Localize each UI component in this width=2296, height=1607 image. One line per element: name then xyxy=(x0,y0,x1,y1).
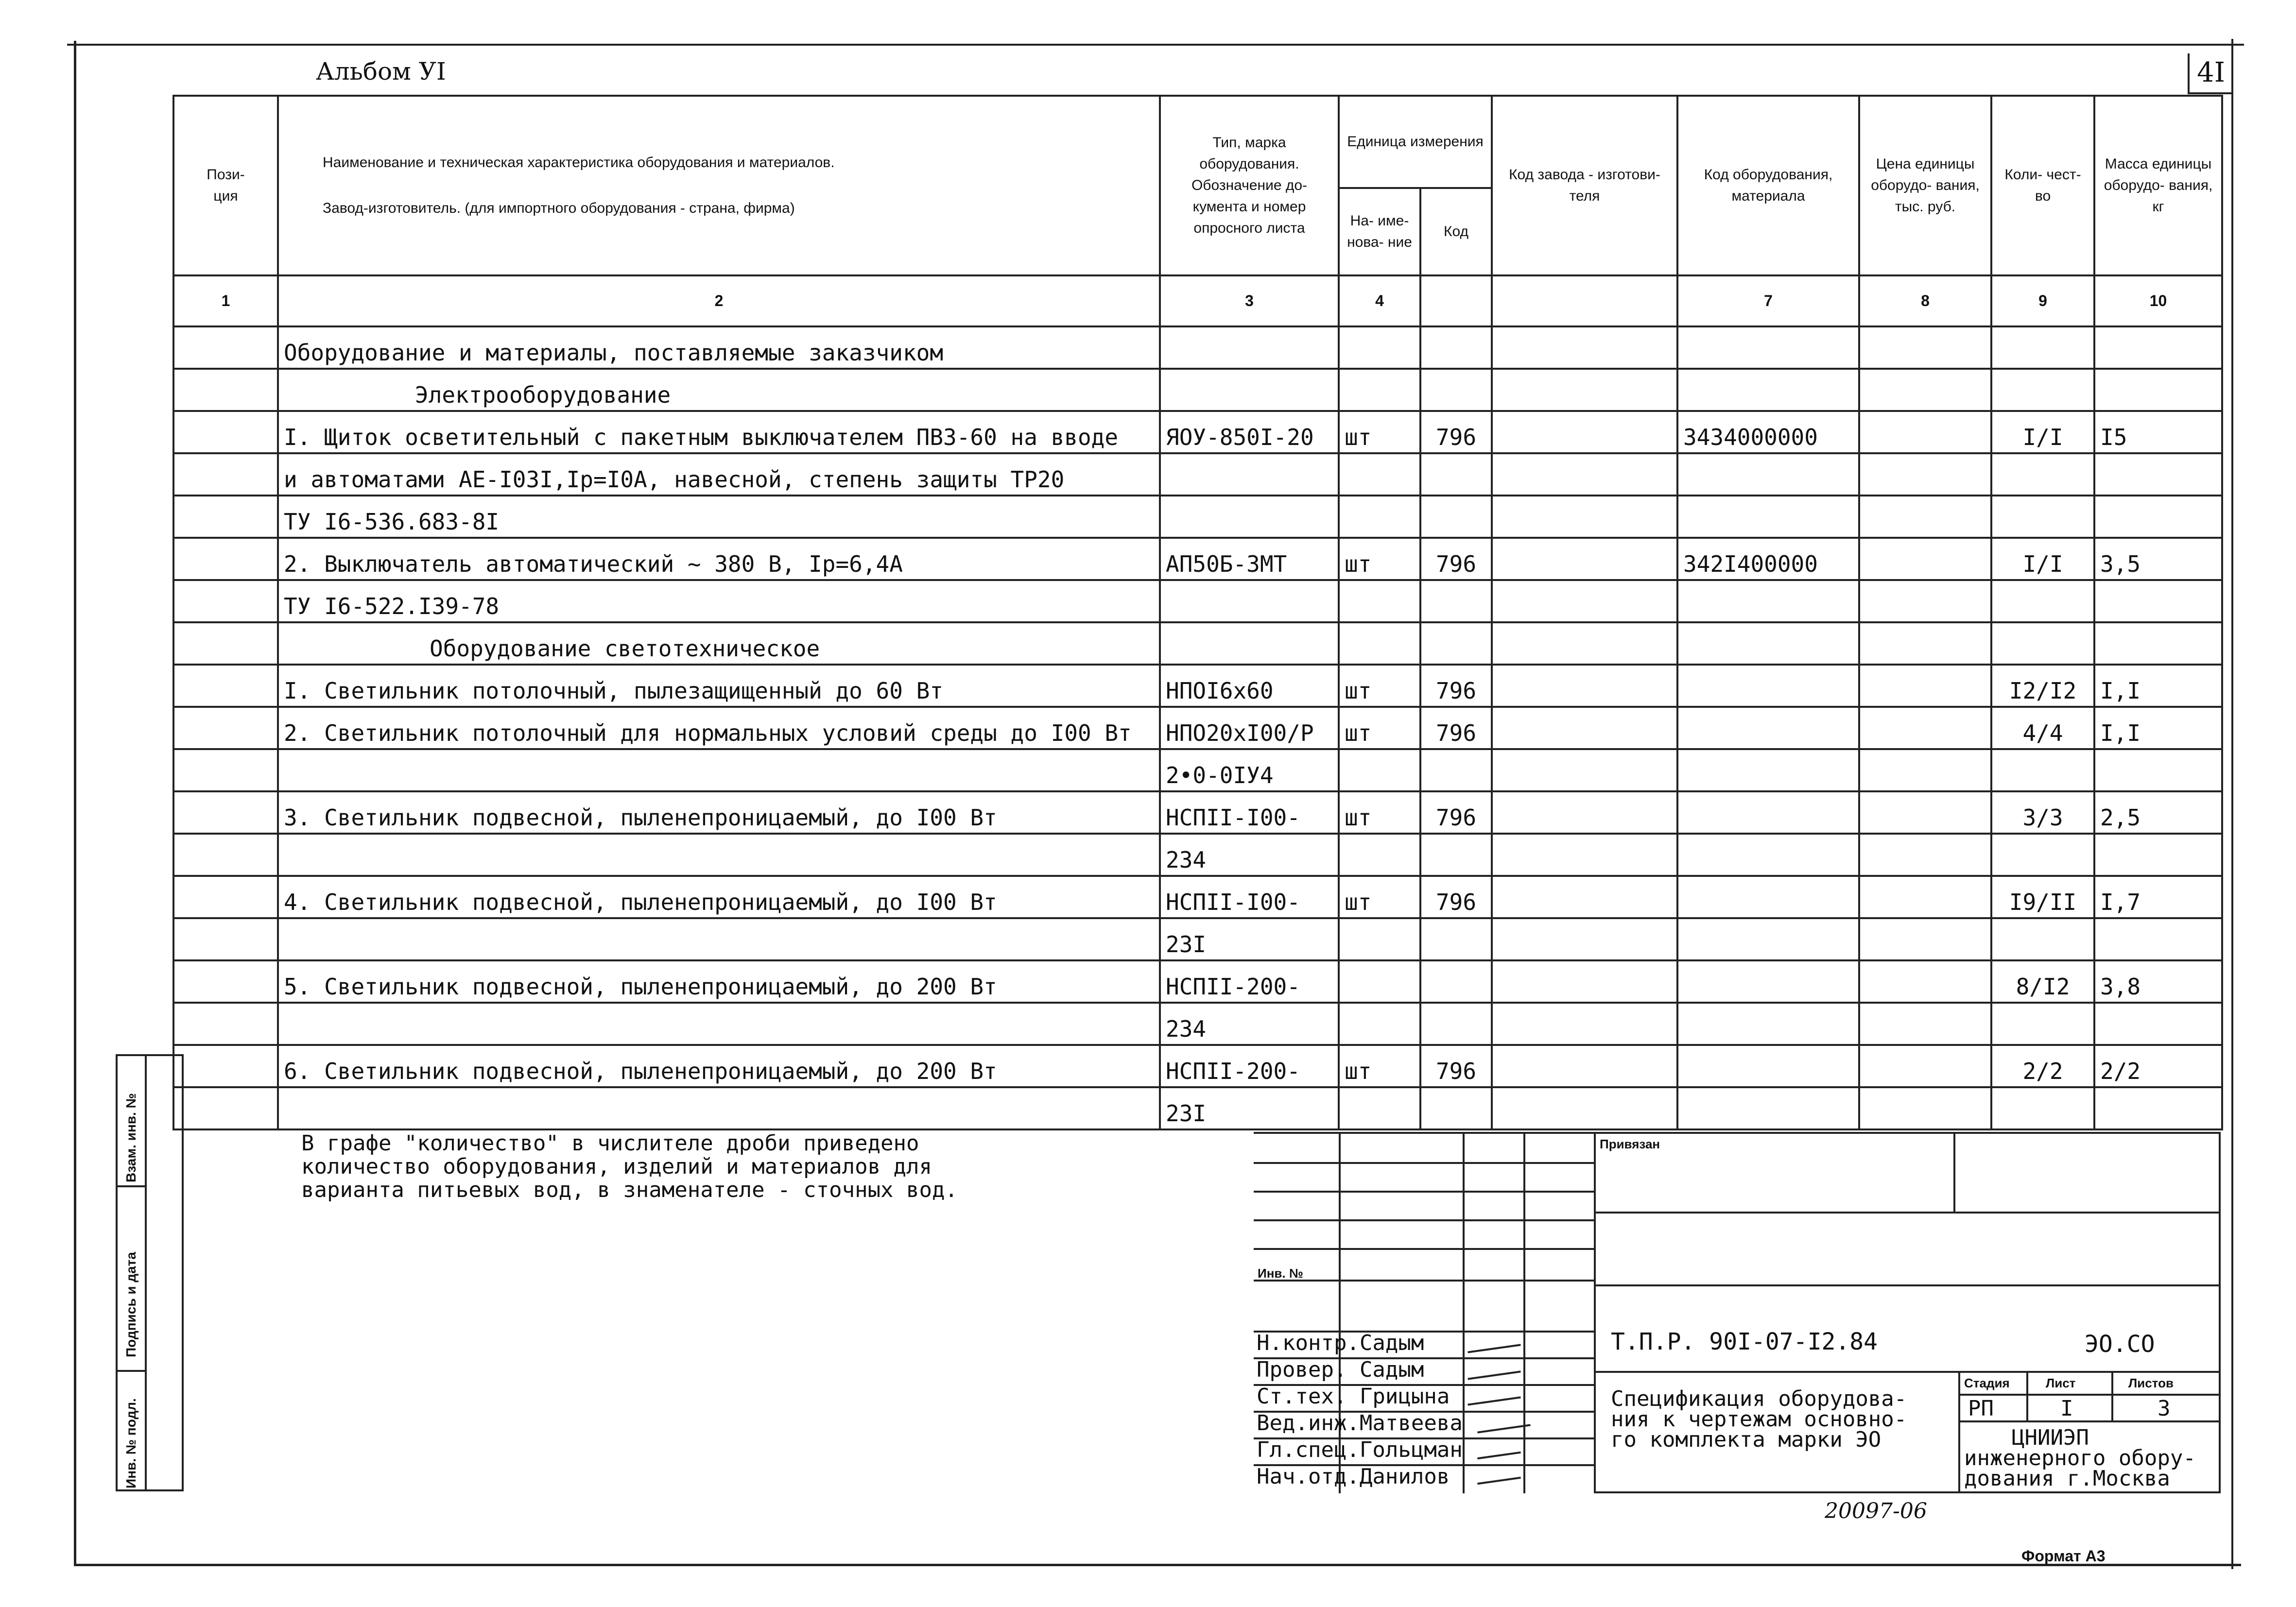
signer-1: Н.контр.Садым xyxy=(1257,1331,1424,1355)
table-row xyxy=(173,411,2222,453)
unit-code-cell xyxy=(1420,326,1492,369)
name-cell: I. Светильник потолочный, пылезащищенный до 60 Вт xyxy=(278,665,1160,707)
quantity-cell xyxy=(1991,1003,2094,1045)
name-cell xyxy=(278,1003,1160,1045)
price-cell xyxy=(1859,496,1991,538)
name-cell xyxy=(278,749,1160,791)
table-row xyxy=(173,1087,2222,1129)
equipment-code-cell xyxy=(1677,918,1859,960)
unit-code-cell xyxy=(1420,580,1492,622)
mass-cell xyxy=(2094,834,2222,876)
factory-code-cell xyxy=(1492,1087,1677,1129)
type-cell: 23I xyxy=(1160,1087,1339,1129)
mass-cell: 3,8 xyxy=(2094,960,2222,1003)
name-cell: и автоматами АЕ-I03I,Iр=I0А, навесной, степень защиты ТР20 xyxy=(278,453,1160,496)
name-cell: 6. Светильник подвесной, пыленепроницаемый, до 200 Вт xyxy=(278,1045,1160,1087)
mass-cell xyxy=(2094,622,2222,665)
side-label-inv: Инв. № подл. xyxy=(123,1398,138,1488)
quantity-cell xyxy=(1991,326,2094,369)
type-cell xyxy=(1160,622,1339,665)
factory-code-cell xyxy=(1492,749,1677,791)
factory-code-cell xyxy=(1492,496,1677,538)
sheets-label: Листов xyxy=(2128,1376,2174,1390)
table-row xyxy=(173,369,2222,411)
mass-cell: 2/2 xyxy=(2094,1045,2222,1087)
table-row xyxy=(173,580,2222,622)
equipment-code-cell xyxy=(1677,326,1859,369)
type-cell: НПОI6х60 xyxy=(1160,665,1339,707)
name-cell xyxy=(278,918,1160,960)
column-numbers-row xyxy=(173,275,2222,326)
header-type: Тип, марка оборудования. Обозначение до- кумента и номер опросного листа xyxy=(1160,96,1339,275)
table-row xyxy=(173,1045,2222,1087)
header-position: Пози- ция xyxy=(173,96,278,275)
equipment-code-cell xyxy=(1677,453,1859,496)
price-cell xyxy=(1859,1003,1991,1045)
quantity-cell xyxy=(1991,496,2094,538)
quantity-cell xyxy=(1991,1087,2094,1129)
factory-code-cell xyxy=(1492,369,1677,411)
factory-code-cell xyxy=(1492,960,1677,1003)
sheet-value: I xyxy=(2060,1396,2073,1421)
header-quantity: Коли- чест- во xyxy=(1991,96,2094,275)
mass-cell xyxy=(2094,749,2222,791)
factory-code-cell xyxy=(1492,665,1677,707)
type-cell xyxy=(1160,580,1339,622)
equipment-code-cell xyxy=(1677,665,1859,707)
header-unit-name: На- име- нова- ние xyxy=(1339,188,1420,275)
name-cell: 3. Светильник подвесной, пыленепроницаемый, до I00 Вт xyxy=(278,791,1160,834)
position-cell xyxy=(173,326,278,369)
col-num: 3 xyxy=(1160,275,1339,326)
name-cell: Оборудование и материалы, поставляемые заказчиком xyxy=(278,326,1160,369)
type-cell xyxy=(1160,496,1339,538)
unit-code-cell: 796 xyxy=(1420,538,1492,580)
price-cell xyxy=(1859,960,1991,1003)
factory-code-cell xyxy=(1492,622,1677,665)
quantity-cell: I/I xyxy=(1991,538,2094,580)
stage-label: Стадия xyxy=(1964,1376,2010,1390)
quantity-cell: 3/3 xyxy=(1991,791,2094,834)
position-cell xyxy=(173,960,278,1003)
type-cell: 23I xyxy=(1160,918,1339,960)
price-cell xyxy=(1859,580,1991,622)
type-cell xyxy=(1160,326,1339,369)
type-cell: НПО20хI00/Р xyxy=(1160,707,1339,749)
quantity-cell: I/I xyxy=(1991,411,2094,453)
position-cell xyxy=(173,918,278,960)
mass-cell xyxy=(2094,918,2222,960)
price-cell xyxy=(1859,538,1991,580)
unit-cell xyxy=(1339,453,1420,496)
stamp-number: 20097-06 xyxy=(1825,1499,1927,1523)
mass-cell: I,I xyxy=(2094,665,2222,707)
side-label-vzam: Взам. инв. № xyxy=(123,1093,138,1182)
frame-right-line xyxy=(2231,39,2233,1569)
quantity-cell xyxy=(1991,834,2094,876)
equipment-code-cell xyxy=(1677,960,1859,1003)
col-num xyxy=(1420,275,1492,326)
unit-cell xyxy=(1339,580,1420,622)
position-cell xyxy=(173,1045,278,1087)
equipment-code-cell xyxy=(1677,749,1859,791)
specification-table xyxy=(173,95,2223,1130)
col-num: 7 xyxy=(1677,275,1859,326)
equipment-code-cell xyxy=(1677,580,1859,622)
equipment-code-cell xyxy=(1677,622,1859,665)
factory-code-cell xyxy=(1492,326,1677,369)
name-cell xyxy=(278,1087,1160,1129)
unit-cell xyxy=(1339,960,1420,1003)
price-cell xyxy=(1859,707,1991,749)
type-cell xyxy=(1160,453,1339,496)
type-cell: НСПII-I00- xyxy=(1160,791,1339,834)
mass-cell: 3,5 xyxy=(2094,538,2222,580)
table-row xyxy=(173,538,2222,580)
position-cell xyxy=(173,749,278,791)
format-label: Формат А3 xyxy=(2021,1547,2106,1565)
price-cell xyxy=(1859,876,1991,918)
mass-cell: I,I xyxy=(2094,707,2222,749)
org-line3: дования г.Москва xyxy=(1964,1466,2170,1491)
doc-title-line3: го комплекта марки ЭО xyxy=(1611,1427,1882,1452)
mass-cell xyxy=(2094,1087,2222,1129)
col-num: 10 xyxy=(2094,275,2222,326)
equipment-code-cell: 3434000000 xyxy=(1677,411,1859,453)
position-cell xyxy=(173,1003,278,1045)
price-cell xyxy=(1859,1087,1991,1129)
name-cell: 5. Светильник подвесной, пыленепроницаемый, до 200 Вт xyxy=(278,960,1160,1003)
table-row xyxy=(173,622,2222,665)
position-cell xyxy=(173,791,278,834)
table-row xyxy=(173,496,2222,538)
factory-code-cell xyxy=(1492,538,1677,580)
table-row xyxy=(173,876,2222,918)
price-cell xyxy=(1859,411,1991,453)
quantity-cell xyxy=(1991,918,2094,960)
type-cell: 2•0-0IУ4 xyxy=(1160,749,1339,791)
table-row xyxy=(173,791,2222,834)
equipment-code-cell xyxy=(1677,1003,1859,1045)
name-cell: I. Щиток осветительный с пакетным выключателем ПВЗ-60 на вводе xyxy=(278,411,1160,453)
unit-code-cell: 796 xyxy=(1420,876,1492,918)
equipment-code-cell xyxy=(1677,834,1859,876)
position-cell xyxy=(173,453,278,496)
sheet-label: Лист xyxy=(2046,1376,2076,1390)
doc-title-line1: Спецификация оборудова- xyxy=(1611,1386,1907,1411)
name-cell: ТУ I6-522.I39-78 xyxy=(278,580,1160,622)
price-cell xyxy=(1859,622,1991,665)
col-num: 2 xyxy=(278,275,1160,326)
quantity-cell: I2/I2 xyxy=(1991,665,2094,707)
mass-cell xyxy=(2094,369,2222,411)
table-row xyxy=(173,1003,2222,1045)
table-row xyxy=(173,749,2222,791)
header-mass: Масса единицы оборудо- вания, кг xyxy=(2094,96,2222,275)
table-row xyxy=(173,918,2222,960)
position-cell xyxy=(173,538,278,580)
page-number: 4I xyxy=(2188,53,2232,94)
price-cell xyxy=(1859,326,1991,369)
doc-code: Т.П.Р. 90I-07-I2.84 xyxy=(1611,1328,1878,1355)
mass-cell xyxy=(2094,1003,2222,1045)
unit-code-cell xyxy=(1420,918,1492,960)
side-stamp xyxy=(116,1054,184,1491)
side-label-signature: Подпись и дата xyxy=(123,1252,138,1357)
price-cell xyxy=(1859,665,1991,707)
header-price: Цена единицы оборудо- вания, тыс. руб. xyxy=(1859,96,1991,275)
unit-cell xyxy=(1339,1003,1420,1045)
name-cell: 4. Светильник подвесной, пыленепроницаемый, до I00 Вт xyxy=(278,876,1160,918)
position-cell xyxy=(173,496,278,538)
unit-code-cell: 796 xyxy=(1420,665,1492,707)
unit-code-cell xyxy=(1420,749,1492,791)
table-row xyxy=(173,453,2222,496)
header-factory-code: Код завода - изготови- теля xyxy=(1492,96,1677,275)
type-cell xyxy=(1160,369,1339,411)
position-cell xyxy=(173,665,278,707)
mass-cell: I,7 xyxy=(2094,876,2222,918)
quantity-cell xyxy=(1991,369,2094,411)
unit-code-cell xyxy=(1420,453,1492,496)
unit-cell: шт xyxy=(1339,876,1420,918)
col-num: 4 xyxy=(1339,275,1420,326)
signer-3: Ст.тех. Грицына xyxy=(1257,1384,1450,1409)
title-block xyxy=(1254,1132,2221,1493)
position-cell xyxy=(173,580,278,622)
type-cell: НСПII-I00- xyxy=(1160,876,1339,918)
col-num: 9 xyxy=(1991,275,2094,326)
mass-cell: I5 xyxy=(2094,411,2222,453)
quantity-cell xyxy=(1991,580,2094,622)
stage-value: РП xyxy=(1968,1396,1994,1421)
signer-5: Гл.спец.Гольцман xyxy=(1257,1437,1463,1462)
unit-cell xyxy=(1339,749,1420,791)
type-cell: ЯОУ-850I-20 xyxy=(1160,411,1339,453)
quantity-cell xyxy=(1991,749,2094,791)
price-cell xyxy=(1859,453,1991,496)
name-cell xyxy=(278,834,1160,876)
factory-code-cell xyxy=(1492,876,1677,918)
price-cell xyxy=(1859,749,1991,791)
quantity-cell: 2/2 xyxy=(1991,1045,2094,1087)
table-row xyxy=(173,834,2222,876)
header-unit-group: Единица измерения xyxy=(1339,96,1492,188)
mass-cell xyxy=(2094,326,2222,369)
header-unit-code: Код xyxy=(1420,188,1492,275)
name-cell: ТУ I6-536.683-8I xyxy=(278,496,1160,538)
equipment-code-cell xyxy=(1677,369,1859,411)
signer-2: Провер. Садым xyxy=(1257,1357,1424,1382)
unit-cell: шт xyxy=(1339,1045,1420,1087)
col-num: 8 xyxy=(1859,275,1991,326)
signer-6: Нач.отд.Данилов xyxy=(1257,1464,1450,1489)
type-cell: 234 xyxy=(1160,1003,1339,1045)
price-cell xyxy=(1859,918,1991,960)
position-cell xyxy=(173,1087,278,1129)
factory-code-cell xyxy=(1492,707,1677,749)
privyazan-label: Привязан xyxy=(1600,1137,1660,1151)
factory-code-cell xyxy=(1492,791,1677,834)
quantity-cell xyxy=(1991,622,2094,665)
equipment-code-cell xyxy=(1677,1045,1859,1087)
equipment-code-cell xyxy=(1677,707,1859,749)
price-cell xyxy=(1859,1045,1991,1087)
unit-code-cell xyxy=(1420,834,1492,876)
unit-cell: шт xyxy=(1339,411,1420,453)
unit-cell xyxy=(1339,369,1420,411)
unit-cell xyxy=(1339,834,1420,876)
factory-code-cell xyxy=(1492,918,1677,960)
position-cell xyxy=(173,369,278,411)
mass-cell xyxy=(2094,496,2222,538)
unit-code-cell xyxy=(1420,496,1492,538)
sheets-value: 3 xyxy=(2158,1396,2171,1421)
quantity-cell: 4/4 xyxy=(1991,707,2094,749)
factory-code-cell xyxy=(1492,1003,1677,1045)
doc-mark: ЭО.СО xyxy=(2085,1331,2155,1358)
unit-cell xyxy=(1339,496,1420,538)
unit-code-cell xyxy=(1420,960,1492,1003)
unit-cell: шт xyxy=(1339,791,1420,834)
equipment-code-cell xyxy=(1677,876,1859,918)
unit-cell: шт xyxy=(1339,538,1420,580)
inv-label: Инв. № xyxy=(1258,1266,1303,1281)
table-row xyxy=(173,665,2222,707)
equipment-code-cell xyxy=(1677,496,1859,538)
table-row xyxy=(173,960,2222,1003)
org-line2: инженерного обору- xyxy=(1964,1446,2196,1470)
type-cell: НСПII-200- xyxy=(1160,1045,1339,1087)
name-cell: Оборудование светотехническое xyxy=(278,622,1160,665)
factory-code-cell xyxy=(1492,411,1677,453)
header-name: Наименование и техническая характеристика оборудования и материалов. Завод-изготовитель. (для импортного оборудования - страна, фирма) xyxy=(278,96,1160,275)
unit-cell xyxy=(1339,622,1420,665)
col-num: 1 xyxy=(173,275,278,326)
unit-code-cell xyxy=(1420,1087,1492,1129)
unit-cell xyxy=(1339,918,1420,960)
mass-cell xyxy=(2094,453,2222,496)
unit-code-cell xyxy=(1420,369,1492,411)
quantity-cell: I9/II xyxy=(1991,876,2094,918)
equipment-code-cell xyxy=(1677,791,1859,834)
position-cell xyxy=(173,876,278,918)
unit-code-cell xyxy=(1420,622,1492,665)
type-cell: 234 xyxy=(1160,834,1339,876)
signer-4: Вед.инж.Матвеева xyxy=(1257,1411,1463,1436)
unit-cell xyxy=(1339,326,1420,369)
unit-cell: шт xyxy=(1339,665,1420,707)
type-cell: АП50Б-3МТ xyxy=(1160,538,1339,580)
unit-code-cell: 796 xyxy=(1420,791,1492,834)
factory-code-cell xyxy=(1492,580,1677,622)
factory-code-cell xyxy=(1492,453,1677,496)
org-line1: ЦНИИЭП xyxy=(2012,1425,2089,1450)
unit-code-cell: 796 xyxy=(1420,1045,1492,1087)
position-cell xyxy=(173,622,278,665)
price-cell xyxy=(1859,834,1991,876)
quantity-note: В графе "количество" в числителе дроби приведено количество оборудования, изделий и материалов для варианта питьевых вод, в знаменателе - сточных вод. xyxy=(301,1131,958,1202)
unit-cell xyxy=(1339,1087,1420,1129)
price-cell xyxy=(1859,791,1991,834)
mass-cell xyxy=(2094,580,2222,622)
factory-code-cell xyxy=(1492,834,1677,876)
unit-code-cell: 796 xyxy=(1420,411,1492,453)
name-cell: 2. Выключатель автоматический ~ 380 В, Iр=6,4А xyxy=(278,538,1160,580)
table-row xyxy=(173,326,2222,369)
equipment-code-cell: 342I400000 xyxy=(1677,538,1859,580)
unit-code-cell xyxy=(1420,1003,1492,1045)
price-cell xyxy=(1859,369,1991,411)
position-cell xyxy=(173,834,278,876)
header-equipment-code: Код оборудования, материала xyxy=(1677,96,1859,275)
table-row xyxy=(173,707,2222,749)
quantity-cell: 8/I2 xyxy=(1991,960,2094,1003)
position-cell xyxy=(173,707,278,749)
type-cell: НСПII-200- xyxy=(1160,960,1339,1003)
quantity-cell xyxy=(1991,453,2094,496)
album-label: Альбом УI xyxy=(316,57,446,85)
name-cell: 2. Светильник потолочный для нормальных условий среды до I00 Вт xyxy=(278,707,1160,749)
unit-cell: шт xyxy=(1339,707,1420,749)
name-cell: Электрооборудование xyxy=(278,369,1160,411)
mass-cell: 2,5 xyxy=(2094,791,2222,834)
position-cell xyxy=(173,411,278,453)
factory-code-cell xyxy=(1492,1045,1677,1087)
unit-code-cell: 796 xyxy=(1420,707,1492,749)
equipment-code-cell xyxy=(1677,1087,1859,1129)
col-num xyxy=(1492,275,1677,326)
doc-title-line2: ния к чертежам основно- xyxy=(1611,1407,1907,1432)
